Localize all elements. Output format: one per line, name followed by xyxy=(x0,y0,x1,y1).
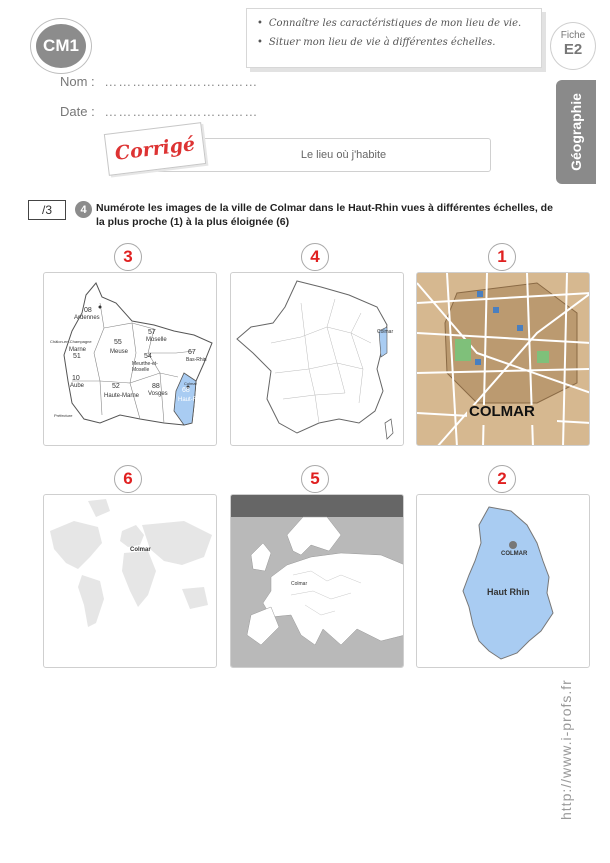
label-aube: Aube xyxy=(70,383,85,389)
label-colmar: Colmar xyxy=(184,381,197,386)
answer-circle: 1 xyxy=(488,243,516,271)
card-france-map xyxy=(230,272,404,446)
label-moselle-num: 57 xyxy=(148,329,156,336)
card-world-map xyxy=(43,494,217,668)
france-map xyxy=(231,273,404,446)
label-marne: Marne xyxy=(69,347,87,353)
date-label: Date : xyxy=(60,104,95,119)
europe-map xyxy=(231,495,404,668)
label-legend: Préfecture xyxy=(54,413,73,418)
question-text: Numérote les images de la ville de Colmar dans le Haut-Rhin vues à différentes échelles, de la plus proche (1) à la plus éloignée (6) xyxy=(96,202,553,228)
label-colmar: COLMAR xyxy=(469,403,535,420)
answer-circle: 3 xyxy=(114,243,142,271)
label-colmar: COLMAR xyxy=(501,551,528,557)
question-number: 4 xyxy=(75,201,92,218)
source-url[interactable]: http://www.i-profs.fr xyxy=(558,679,574,820)
card-city-map xyxy=(416,272,590,446)
lesson-title-bar xyxy=(156,138,491,172)
label-meuse: Meuse xyxy=(110,349,129,355)
label-ardennes-num: 08 xyxy=(84,307,92,314)
date-field[interactable] xyxy=(60,104,258,119)
label-marne-num: 51 xyxy=(73,353,81,360)
label-colmar: Colmar xyxy=(377,329,394,335)
subject-label: Géographie xyxy=(568,93,584,171)
label-hrhin: Haut-Rhin xyxy=(178,397,206,403)
subject-tab xyxy=(556,80,596,184)
corrige-label: Corrigé xyxy=(113,133,197,165)
answer-circle: 2 xyxy=(488,465,516,493)
name-dots: …………………………… xyxy=(104,74,259,89)
objective-item: • Connaître les caractéristiques de mon lieu de vie. xyxy=(257,18,531,29)
score-box: /3 xyxy=(28,200,66,220)
label-colmar: Colmar xyxy=(130,547,151,553)
label-basrhin-num: 67 xyxy=(188,349,196,356)
department-map xyxy=(417,495,590,668)
answer-circle: 6 xyxy=(114,465,142,493)
label-vosges: Vosges xyxy=(148,391,168,397)
label-hrhin-num: 68 xyxy=(182,387,190,394)
label-haut-rhin: Haut Rhin xyxy=(487,587,530,597)
label-hmarne-num: 52 xyxy=(112,383,120,390)
label-ardennes: Ardennes xyxy=(74,315,100,321)
card-department-map xyxy=(416,494,590,668)
card-europe-map xyxy=(230,494,404,668)
world-map xyxy=(44,495,217,668)
name-field[interactable] xyxy=(60,74,258,89)
fiche-badge xyxy=(550,22,596,70)
name-label: Nom : xyxy=(60,74,95,89)
label-basrhin: Bas-Rhin xyxy=(186,357,207,363)
label-chalons: Châlon-en-Champagne xyxy=(50,339,92,344)
label-mm: Meurthe-et-Moselle xyxy=(132,361,158,373)
level-badge: CM1 xyxy=(36,24,86,68)
card-region-map xyxy=(43,272,217,446)
objectives-box xyxy=(246,8,542,68)
fiche-code: E2 xyxy=(563,41,583,58)
answer-circle: 4 xyxy=(301,243,329,271)
label-hmarne: Haute-Marne xyxy=(104,393,140,399)
lesson-title: Le lieu où j'habite xyxy=(300,149,387,161)
city-street-map xyxy=(417,273,590,446)
objective-item: • Situer mon lieu de vie à différentes échelles. xyxy=(257,37,531,48)
label-colmar: Colmar xyxy=(291,581,308,587)
label-meuse-num: 55 xyxy=(114,339,122,346)
label-vosges-num: 88 xyxy=(152,383,160,390)
fiche-label: Fiche xyxy=(560,30,586,41)
label-aube-num: 10 xyxy=(72,375,80,382)
date-dots: …………………………… xyxy=(104,104,259,119)
label-moselle: Moselle xyxy=(146,337,167,343)
answer-circle: 5 xyxy=(301,465,329,493)
label-mm-num: 54 xyxy=(144,353,152,360)
